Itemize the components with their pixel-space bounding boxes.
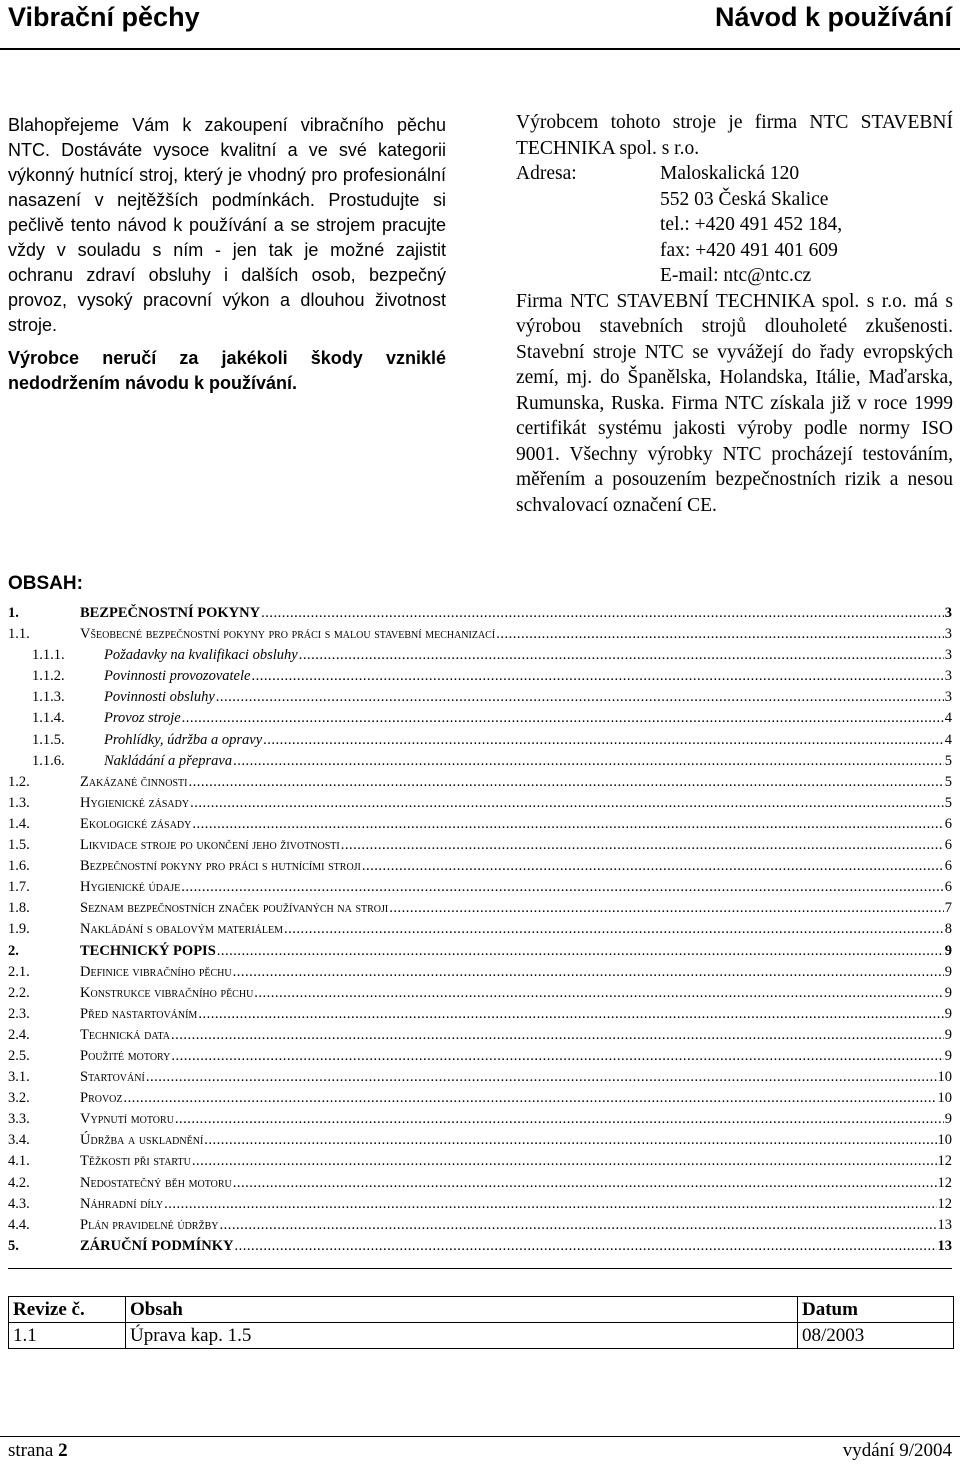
toc-item[interactable] (8, 962, 952, 983)
toc-item[interactable] (8, 835, 952, 856)
toc-item[interactable] (8, 751, 952, 772)
toc-item-title: Použité motory (80, 1047, 171, 1064)
toc-item-number: 5. (8, 1237, 19, 1254)
toc-item[interactable] (8, 645, 952, 666)
toc-leader-dots (263, 730, 944, 751)
toc-leader-dots (233, 751, 944, 772)
revision-header-row (9, 1297, 954, 1323)
toc-item-page: 10 (937, 1069, 952, 1086)
toc-item-title: Požadavky na kvalifikaci obsluhy (104, 647, 298, 664)
toc-item[interactable] (8, 814, 952, 835)
toc-item-page: 9 (944, 963, 952, 980)
toc-item[interactable] (8, 1025, 952, 1046)
toc-item-number: 3.1. (8, 1069, 30, 1086)
intro-column (8, 113, 446, 396)
toc-item-page: 9 (944, 1026, 952, 1043)
toc-item-title: Před nastartováním (80, 1005, 198, 1022)
toc-item-title: Povinnosti obsluhy (104, 689, 215, 706)
divider (8, 1268, 952, 1269)
toc-item-title: Všeobecné bezpečnostní pokyny pro práci s malou stavební mechanizací (80, 626, 496, 643)
toc-item-title: Definice vibračního pěchu (80, 963, 232, 980)
toc-item[interactable] (8, 941, 952, 962)
toc-item-title: Likvidace stroje po ukončení jeho životnosti (80, 837, 340, 854)
toc-item[interactable] (8, 772, 952, 793)
toc-item[interactable] (8, 624, 952, 645)
toc-item-page: 6 (944, 858, 952, 875)
fax: fax: +420 491 401 609 (660, 239, 838, 261)
toc-item-title: Zakázané činnosti (80, 773, 188, 790)
toc-item-page: 12 (937, 1153, 952, 1170)
toc-item-page: 4 (944, 731, 952, 748)
company-about: Firma NTC STAVEBNÍ TECHNIKA spol. s r.o. má s výrobou stavebních strojů dlouholeté zkušenosti. Stavební stroje NTC se vyvážejí do řady evropských zemí, mj. do Španělska, Holandska, Itálie, Maďarska, Rumunska, Ruska. Firma NTC získala již v roce 1999 certifikát systému jakosti výroby podle normy ISO 9001. Všechny výrobky NTC procházejí testováním, měřením a posouzením bezpečnostních rizik a nesou schvalovací označení CE. (516, 290, 953, 516)
toc-leader-dots (251, 666, 943, 687)
revision-header-cell: Revize č. (9, 1297, 126, 1323)
email: E-mail: ntc@ntc.cz (660, 265, 812, 286)
toc-item-number: 1.1.6. (32, 752, 65, 769)
footer-page-label: strana (8, 1440, 59, 1461)
toc-item-number: 1.4. (8, 815, 30, 832)
toc-leader-dots (233, 1173, 937, 1194)
toc-leader-dots (146, 1067, 937, 1088)
toc-item-title: Nakládání s obalovým materiálem (80, 921, 284, 938)
toc-item-page: 9 (944, 984, 952, 1001)
revision-cell: Úprava kap. 1.5 (126, 1323, 798, 1349)
toc-leader-dots (234, 1236, 936, 1257)
toc-leader-dots (233, 962, 944, 983)
toc-leader-dots (198, 1004, 943, 1025)
toc-item[interactable] (8, 1046, 952, 1067)
revision-header-cell: Datum (798, 1297, 954, 1323)
revision-header-cell: Obsah (126, 1297, 798, 1323)
toc-item[interactable] (8, 1109, 952, 1130)
header-subtitle: Návod k používání (714, 2, 952, 32)
toc-item-number: 2.4. (8, 1026, 30, 1043)
toc-leader-dots (389, 898, 944, 919)
toc-leader-dots (175, 1109, 944, 1130)
toc-item[interactable] (8, 666, 952, 687)
toc-item-number: 4.2. (8, 1174, 30, 1191)
toc-item[interactable] (8, 730, 952, 751)
toc-item-title: Nakládání a přeprava (104, 752, 233, 769)
toc-leader-dots (341, 835, 944, 856)
page-footer (0, 1436, 960, 1464)
toc-item-page: 3 (944, 626, 952, 643)
toc-item-title: Bezpečnostní pokyny pro práci s hutnícími stroji (80, 858, 361, 875)
toc-item[interactable] (8, 793, 952, 814)
toc-item-page: 3 (944, 689, 952, 706)
toc-leader-dots (496, 624, 944, 645)
phone: tel.: +420 491 452 184, (660, 214, 843, 235)
revision-row (9, 1323, 954, 1349)
toc-item-number: 3.2. (8, 1090, 30, 1107)
toc-leader-dots (217, 941, 944, 962)
footer-page (8, 1439, 68, 1463)
toc-leader-dots (204, 1130, 936, 1151)
toc-item-number: 4.4. (8, 1216, 30, 1233)
toc-item-page: 3 (944, 605, 952, 621)
intro-text: Blahopřejeme Vám k zakoupení vibračního pěchu NTC. Dostáváte vysoce kvalitní a ve své kategorii výkonný hutnící stroj, který je vhodný pro profesionální nasazení v nejtěžších podmínkách. Prostudujte si pečlivě tento návod k používání a se strojem pracujte vždy v souladu s ním - jen tak je možné zajistit ochranu zdraví obsluhy i dalších osob, bezpečný provoz, vysoký pracovní výkon a dlouhou životnost stroje. (8, 115, 446, 335)
toc-item-page: 13 (937, 1216, 952, 1233)
toc-item-number: 1.5. (8, 837, 30, 854)
toc-item-number: 1.2. (8, 773, 30, 790)
toc-item[interactable] (8, 856, 952, 877)
toc-leader-dots (171, 1025, 944, 1046)
toc-item-page: 4 (944, 710, 952, 727)
warning-text: Výrobce neručí za jakékoli škody vzniklé nedodržením návodu k používání. (8, 348, 446, 393)
toc-item-page: 9 (944, 1047, 952, 1064)
toc-item-number: 2.2. (8, 984, 30, 1001)
company-column (516, 110, 953, 518)
toc-item-title: Údržba a uskladnění (80, 1132, 204, 1149)
toc-item-page: 6 (944, 815, 952, 832)
toc-item-page: 12 (937, 1174, 952, 1191)
toc-item-title: Povinnosti provozovatele (104, 668, 251, 685)
toc-item-number: 4.1. (8, 1153, 30, 1170)
toc-leader-dots (219, 1215, 936, 1236)
toc-item-title: Nedostatečný běh motoru (80, 1174, 232, 1191)
page-header (0, 0, 960, 50)
toc-leader-dots (164, 1194, 936, 1215)
toc-item-title: Provoz stroje (104, 710, 181, 727)
toc-item-title: BEZPEČNOSTNÍ POKYNY (80, 605, 261, 621)
toc-leader-dots (124, 1088, 937, 1109)
toc-item-title: Vypnutí motoru (80, 1111, 174, 1128)
toc-leader-dots (188, 772, 943, 793)
toc-item-number: 1.3. (8, 794, 30, 811)
footer-edition: vydání 9/2004 (842, 1440, 952, 1461)
toc-item-page: 8 (944, 921, 952, 938)
toc-leader-dots (182, 708, 944, 729)
toc-item-title: Ekologické zásady (80, 815, 192, 832)
toc-item-page: 13 (937, 1237, 952, 1254)
toc-leader-dots (284, 919, 944, 940)
toc-leader-dots (171, 1046, 943, 1067)
toc-item-title: Prohlídky, údržba a opravy (104, 731, 263, 748)
toc-item[interactable] (8, 603, 952, 624)
toc-item[interactable] (8, 1194, 952, 1215)
toc-item-page: 3 (944, 668, 952, 685)
toc-item-page: 12 (937, 1195, 952, 1212)
footer-page-number: 2 (58, 1440, 68, 1461)
toc-item-page: 5 (944, 773, 952, 790)
toc-item-number: 2.5. (8, 1047, 30, 1064)
toc-item-title: ZÁRUČNÍ PODMÍNKY (80, 1237, 234, 1254)
toc-item-number: 1.7. (8, 879, 30, 896)
revision-cell: 08/2003 (798, 1323, 954, 1349)
toc-leader-dots (181, 877, 944, 898)
toc-item[interactable] (8, 687, 952, 708)
toc-item-number: 1.8. (8, 900, 30, 917)
toc-item-number: 1.1.2. (32, 668, 65, 685)
toc-item-title: Konstrukce vibračního pěchu (80, 984, 254, 1001)
toc-item-number: 3.3. (8, 1111, 30, 1128)
toc-item[interactable] (8, 898, 952, 919)
toc-item-page: 9 (944, 1111, 952, 1128)
address-street: Maloskalická 120 (660, 163, 800, 184)
toc-leader-dots (192, 814, 943, 835)
toc-item-title: Provoz (80, 1090, 123, 1107)
toc-item-number: 1.9. (8, 921, 30, 938)
toc-item-title: Hygienické údaje (80, 879, 181, 896)
address-label: Adresa: (516, 163, 577, 184)
toc-item-page: 9 (944, 942, 952, 959)
toc-item-number: 2. (8, 942, 19, 959)
toc-item-number: 2.1. (8, 963, 30, 980)
address-city: 552 03 Česká Skalice (660, 188, 829, 210)
toc-item[interactable] (8, 1236, 952, 1257)
toc-item-number: 1.6. (8, 858, 30, 875)
toc-item[interactable] (8, 1151, 952, 1172)
toc-item[interactable] (8, 983, 952, 1004)
toc-item[interactable] (8, 1088, 952, 1109)
toc-leader-dots (362, 856, 944, 877)
address-row (516, 161, 953, 187)
toc-item-title: Hygienické zásady (80, 794, 190, 811)
toc-item-number: 4.3. (8, 1195, 30, 1212)
toc-item-title: Plán pravidelné údržby (80, 1216, 219, 1233)
toc-item-title: Náhradní díly (80, 1195, 164, 1212)
toc-leader-dots (299, 645, 944, 666)
toc-item-page: 9 (944, 1005, 952, 1022)
toc-item[interactable] (8, 708, 952, 729)
toc-item[interactable] (8, 1215, 952, 1236)
revision-cell: 1.1 (9, 1323, 126, 1349)
toc-item[interactable] (8, 1067, 952, 1088)
toc-item-page: 7 (944, 900, 952, 917)
toc-item[interactable] (8, 877, 952, 898)
toc-item[interactable] (8, 1173, 952, 1194)
toc-item-number: 1. (8, 605, 19, 621)
toc-item-title: Těžkosti při startu (80, 1153, 191, 1170)
toc-title: OBSAH: (8, 573, 83, 594)
toc-item-title: Seznam bezpečnostních značek používaných na stroji (80, 900, 389, 917)
toc-item-page: 6 (944, 837, 952, 854)
toc-leader-dots (261, 603, 944, 624)
manufacturer-line: Výrobcem tohoto stroje je firma NTC STAVEBNÍ TECHNIKA spol. s r.o. (516, 112, 953, 159)
revision-table (8, 1296, 954, 1349)
header-title: Vibrační pěchy (8, 2, 200, 32)
toc-item-page: 5 (944, 794, 952, 811)
toc-item-number: 1.1.3. (32, 689, 65, 706)
toc-item-page: 10 (937, 1090, 952, 1107)
toc-item-number: 1.1. (8, 626, 30, 643)
toc-item-page: 10 (937, 1132, 952, 1149)
toc-item-number: 1.1.5. (32, 731, 65, 748)
toc-item-title: TECHNICKÝ POPIS (80, 942, 216, 959)
toc-item-title: Startování (80, 1069, 145, 1086)
toc-item-number: 1.1.4. (32, 710, 65, 727)
toc-item-number: 1.1.1. (32, 647, 65, 664)
toc-item[interactable] (8, 1130, 952, 1151)
table-of-contents (8, 603, 952, 1257)
toc-item[interactable] (8, 1004, 952, 1025)
toc-item-number: 3.4. (8, 1132, 30, 1149)
toc-leader-dots (254, 983, 943, 1004)
toc-leader-dots (190, 793, 944, 814)
toc-leader-dots (216, 687, 944, 708)
toc-leader-dots (192, 1151, 937, 1172)
toc-item-page: 5 (944, 752, 952, 769)
toc-item-page: 3 (944, 647, 952, 664)
toc-item-number: 2.3. (8, 1005, 30, 1022)
toc-item-title: Technická data (80, 1026, 171, 1043)
toc-item-page: 6 (944, 879, 952, 896)
toc-item[interactable] (8, 919, 952, 940)
